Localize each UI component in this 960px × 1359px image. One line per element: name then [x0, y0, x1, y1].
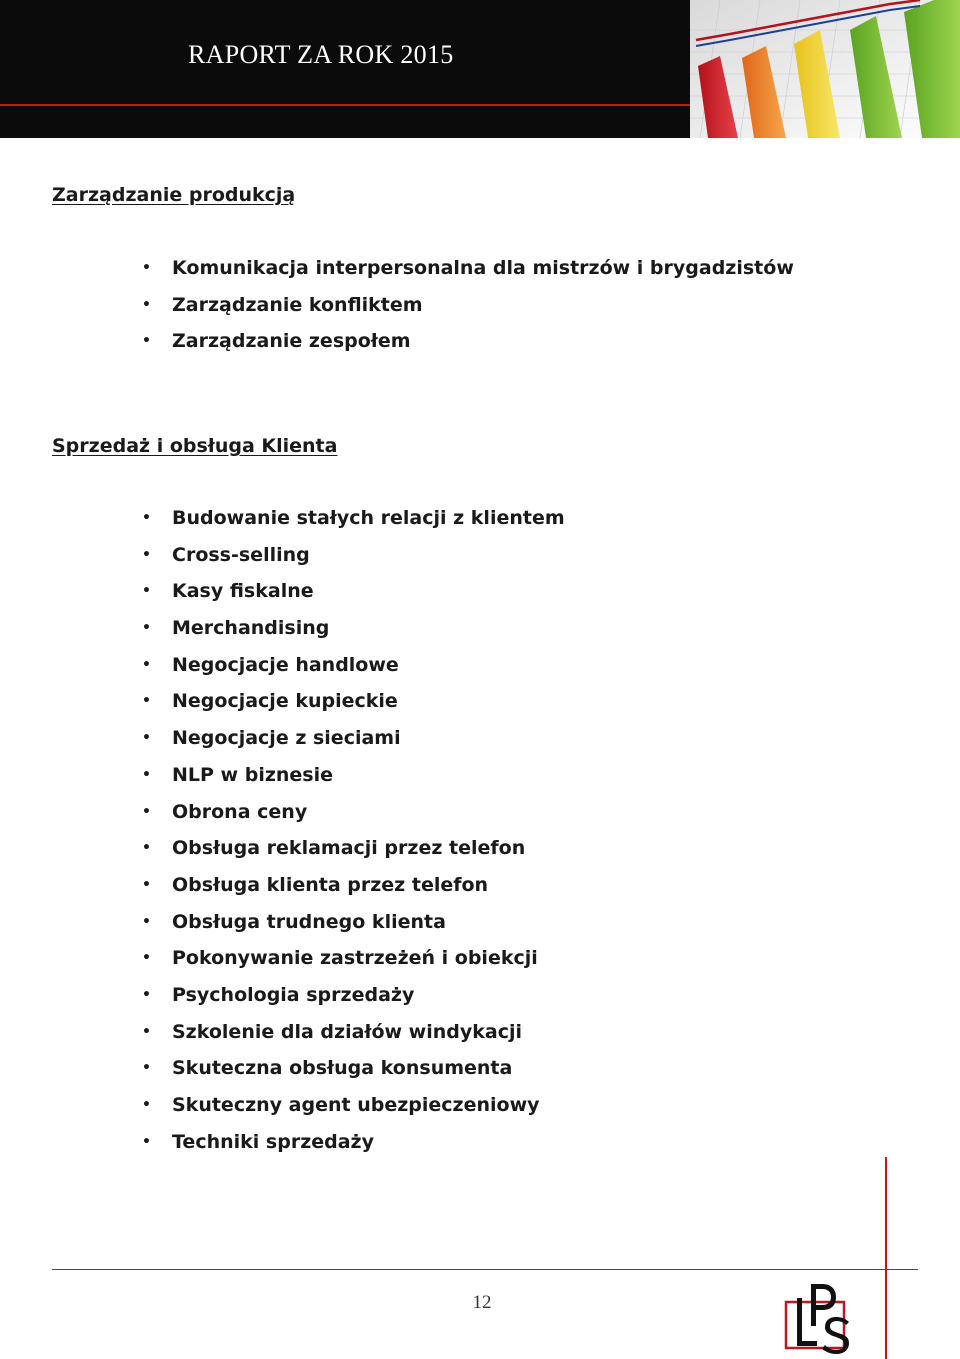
report-title: RAPORT ZA ROK 2015 [188, 40, 454, 69]
list-item: • Psychologia sprzedaży [142, 983, 415, 1006]
sales-topics-list [138, 506, 565, 1166]
list-item: • Negocjacje z sieciami [142, 727, 401, 750]
list-item: • Merchandising [142, 617, 330, 640]
bullet-dot-icon: • [142, 1097, 151, 1113]
bullet-dot-icon: • [142, 260, 151, 276]
section-title-sales: Sprzedaż i obsługa Klienta [52, 435, 338, 457]
bullet-dot-icon: • [142, 1133, 151, 1150]
list-item: • Zarządzanie zespołem [142, 330, 411, 353]
list-item: • Obrona ceny [142, 800, 308, 823]
bullet-dot-icon: • [142, 1023, 151, 1040]
bullet-dot-icon: • [142, 333, 151, 350]
bullet-dot-icon: • [142, 730, 151, 747]
lps-logo [783, 1280, 855, 1354]
list-item: • NLP w biznesie [142, 763, 334, 786]
list-item: • Kasy fiskalne [142, 580, 314, 603]
list-item: • Szkolenie dla działów windykacji [142, 1020, 522, 1043]
list-item: • Obsługa trudnego klienta [142, 910, 446, 933]
list-item: • Negocjacje handlowe [142, 653, 399, 676]
footer-vertical-rule [885, 1157, 887, 1359]
list-item: • Negocjacje kupieckie [142, 690, 398, 713]
page-header [0, 0, 960, 138]
rising-bar-chart-graphic [690, 0, 960, 138]
production-topics-list [138, 256, 794, 366]
bullet-dot-icon: • [142, 620, 151, 637]
list-item: • Techniki sprzedaży [142, 1130, 375, 1153]
bullet-dot-icon: • [142, 693, 151, 710]
list-item: • Zarządzanie konfliktem [142, 293, 423, 316]
list-item: • Obsługa klienta przez telefon [142, 873, 489, 896]
bullet-dot-icon: • [142, 803, 151, 820]
list-item: • Pokonywanie zastrzeżeń i obiekcji [142, 947, 538, 970]
bullet-dot-icon: • [142, 766, 151, 783]
footer-red-rule [52, 1269, 918, 1270]
bullet-dot-icon: • [142, 546, 151, 563]
bullet-dot-icon: • [142, 510, 151, 526]
page-number: 12 [472, 1292, 492, 1313]
list-item: • Budowanie stałych relacji z klientem [142, 507, 565, 529]
list-item: • Skuteczna obsługa konsumenta [142, 1057, 513, 1080]
bullet-dot-icon: • [142, 876, 151, 893]
header-red-rule [0, 104, 690, 106]
list-item: • Cross-selling [142, 543, 310, 566]
bullet-dot-icon: • [142, 296, 151, 313]
bullet-dot-icon: • [142, 986, 151, 1003]
list-item: • Obsługa reklamacji przez telefon [142, 837, 526, 860]
list-item: • Komunikacja interpersonalna dla mistrzów i brygadzistów [142, 257, 794, 279]
bullet-dot-icon: • [142, 950, 151, 967]
bullet-dot-icon: • [142, 1060, 151, 1077]
bullet-dot-icon: • [142, 583, 151, 600]
bullet-dot-icon: • [142, 656, 151, 673]
bullet-dot-icon: • [142, 840, 151, 857]
bullet-dot-icon: • [142, 913, 151, 930]
section-title-production: Zarządzanie produkcją [52, 184, 296, 206]
list-item: • Skuteczny agent ubezpieczeniowy [142, 1094, 540, 1116]
